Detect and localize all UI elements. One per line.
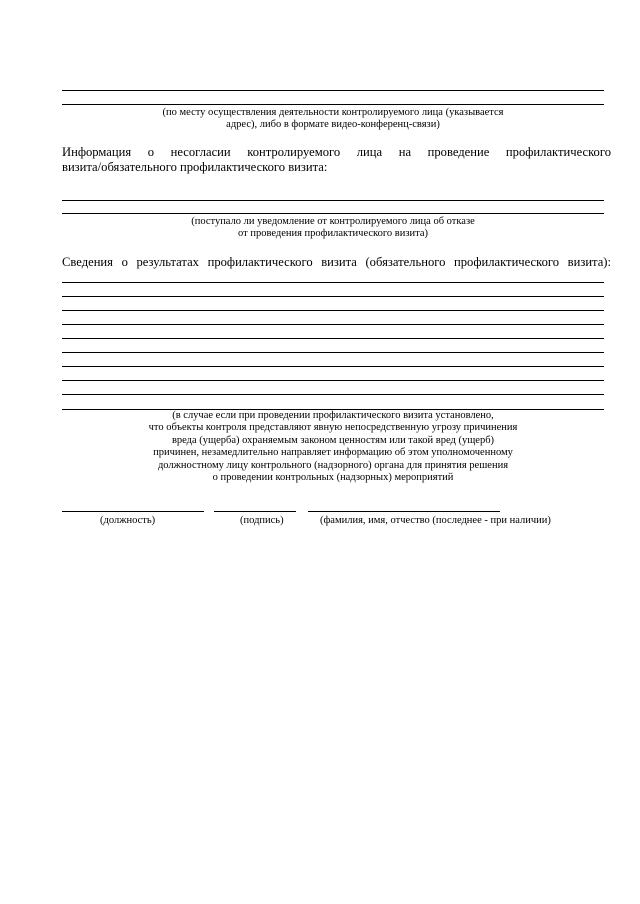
position-label: (должность) <box>100 515 156 526</box>
blank-line <box>62 380 604 381</box>
caption-line: о проведении контрольных (надзорных) мероприятий <box>212 472 454 484</box>
signature-label: (подпись) <box>240 515 284 526</box>
blank-line <box>62 338 604 339</box>
results-caption <box>62 410 604 484</box>
blank-line <box>62 200 604 201</box>
blank-line <box>62 352 604 353</box>
blank-line <box>62 394 604 395</box>
refusal-heading <box>62 145 611 176</box>
signature-line <box>214 511 296 512</box>
full-name-label: (фамилия, имя, отчество (последнее - при наличии) <box>320 515 551 526</box>
address-caption <box>62 107 604 132</box>
caption-line: (поступало ли уведомление от контролируемого лица об отказе <box>191 216 475 227</box>
refusal-caption <box>62 216 604 241</box>
blank-line <box>62 366 604 367</box>
blank-line <box>62 104 604 105</box>
refusal-heading-line-1: Информация о несогласии контролируемого лица на проведение профилактического <box>62 145 611 159</box>
results-heading <box>62 255 611 270</box>
caption-line: причинен, незамедлительно направляет информацию об этом уполномоченному <box>153 447 513 459</box>
name-signature-line <box>308 511 500 512</box>
refusal-heading-line-2: визита/обязательного профилактического визита: <box>62 160 328 175</box>
caption-line: вреда (ущерба) охраняемым законом ценностям или такой вред (ущерб) <box>171 434 495 446</box>
caption-line: (в случае если при проведении профилактического визита установлено, <box>172 410 494 421</box>
blank-line <box>62 213 604 214</box>
blank-line <box>62 324 604 325</box>
blank-line <box>62 296 604 297</box>
results-heading-line-1: Сведения о результатах профилактического визита (обязательного профилактического визита): <box>62 255 611 269</box>
blank-line <box>62 310 604 311</box>
caption-line: что объекты контроля представляют явную непосредственную угрозу причинения <box>148 422 518 434</box>
caption-line: (по месту осуществления деятельности контролируемого лица (указывается <box>162 107 504 118</box>
blank-line <box>62 90 604 91</box>
blank-line <box>62 282 604 283</box>
caption-line: адрес), либо в формате видео-конференц-связи) <box>226 119 440 131</box>
caption-line: должностному лицу контрольного (надзорного) органа для принятия решения <box>157 459 509 471</box>
position-signature-line <box>62 511 204 512</box>
caption-line: от проведения профилактического визита) <box>238 228 428 240</box>
